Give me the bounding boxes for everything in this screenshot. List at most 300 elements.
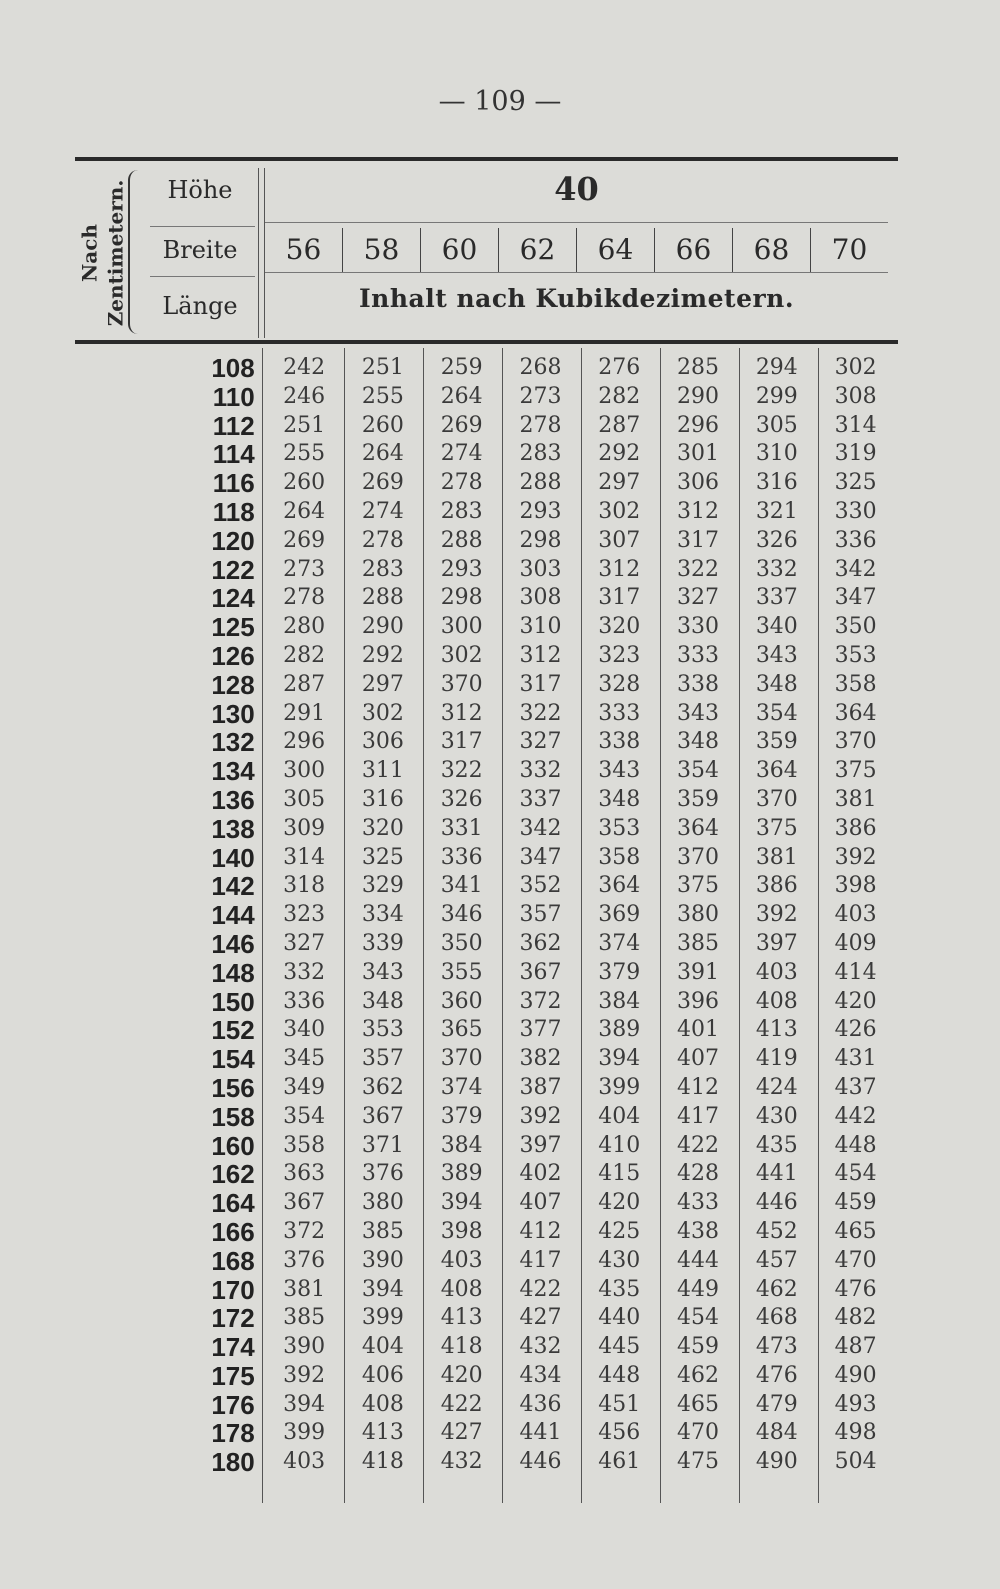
volume-cell: 462 <box>755 1276 798 1302</box>
volume-cell: 347 <box>834 585 877 611</box>
table-row <box>160 1045 895 1074</box>
length-cell: 166 <box>211 1216 255 1247</box>
volume-cell: 359 <box>677 786 720 812</box>
volume-cell: 323 <box>283 902 326 928</box>
volume-cell: 328 <box>598 671 641 697</box>
table-row <box>160 642 895 671</box>
volume-cell: 493 <box>834 1391 877 1417</box>
table-row <box>160 930 895 959</box>
length-cell: 118 <box>212 496 255 527</box>
volume-cell: 293 <box>440 556 483 582</box>
volume-cell: 347 <box>519 844 562 870</box>
volume-cell: 343 <box>677 700 720 726</box>
volume-cell: 342 <box>834 556 877 582</box>
volume-cell: 412 <box>519 1218 562 1244</box>
volume-cell: 440 <box>598 1305 641 1331</box>
volume-cell: 392 <box>755 902 798 928</box>
table-row <box>160 671 895 700</box>
volume-cell: 326 <box>440 786 483 812</box>
volume-cell: 332 <box>519 758 562 784</box>
volume-cell: 386 <box>755 873 798 899</box>
volume-cell: 302 <box>834 355 877 380</box>
table-row <box>160 1189 895 1218</box>
volume-cell: 408 <box>755 988 798 1014</box>
table-row <box>160 901 895 930</box>
volume-cell: 293 <box>519 498 562 524</box>
volume-cell: 308 <box>519 585 562 611</box>
breite-value: 58 <box>343 228 421 272</box>
volume-cell: 372 <box>283 1218 326 1244</box>
volume-cell: 441 <box>519 1420 562 1446</box>
volume-cell: 403 <box>755 959 798 985</box>
volume-cell: 381 <box>755 844 798 870</box>
breite-value: 62 <box>499 228 577 272</box>
table-row <box>160 728 895 757</box>
table-row <box>160 412 895 441</box>
volume-cell: 306 <box>361 729 404 755</box>
volume-cell: 413 <box>361 1420 404 1446</box>
volume-cell: 420 <box>834 988 877 1014</box>
table-row <box>160 1247 895 1276</box>
volume-cell: 317 <box>598 585 641 611</box>
volume-cell: 487 <box>834 1334 877 1360</box>
volume-cell: 451 <box>598 1391 641 1417</box>
volume-cell: 343 <box>598 758 641 784</box>
volume-cell: 382 <box>519 1046 562 1072</box>
volume-cell: 434 <box>519 1362 562 1388</box>
volume-cell: 288 <box>440 527 483 553</box>
volume-cell: 452 <box>755 1218 798 1244</box>
volume-cell: 380 <box>361 1190 404 1216</box>
table-row <box>160 959 895 988</box>
table-row <box>160 872 895 901</box>
volume-cell: 401 <box>677 1017 720 1043</box>
length-cell: 156 <box>211 1072 255 1103</box>
volume-cell: 251 <box>361 355 404 380</box>
volume-cell: 398 <box>834 873 877 899</box>
volume-cell: 282 <box>598 383 641 409</box>
volume-cell: 290 <box>677 383 720 409</box>
volume-cell: 332 <box>755 556 798 582</box>
volume-cell: 340 <box>283 1017 326 1043</box>
volume-cell: 311 <box>361 758 404 784</box>
volume-cell: 461 <box>598 1449 641 1475</box>
volume-cell: 302 <box>361 700 404 726</box>
volume-cell: 475 <box>677 1449 720 1475</box>
volume-cell: 336 <box>283 988 326 1014</box>
volume-cell: 397 <box>519 1132 562 1158</box>
laenge-label: Länge <box>162 292 238 320</box>
volume-cell: 322 <box>440 758 483 784</box>
volume-cell: 371 <box>361 1132 404 1158</box>
length-cell: 122 <box>211 554 255 585</box>
volume-cell: 327 <box>519 729 562 755</box>
length-cell: 148 <box>211 957 255 988</box>
breite-value: 56 <box>265 228 343 272</box>
volume-cell: 292 <box>598 441 641 467</box>
volume-cell: 435 <box>755 1132 798 1158</box>
volume-cell: 422 <box>677 1132 720 1158</box>
header-divider <box>150 226 255 227</box>
volume-cell: 456 <box>598 1420 641 1446</box>
volume-cell: 420 <box>440 1362 483 1388</box>
volume-cell: 336 <box>440 844 483 870</box>
volume-cell: 391 <box>677 959 720 985</box>
volume-cell: 399 <box>598 1074 641 1100</box>
table-row <box>160 1391 895 1420</box>
table-row <box>160 1448 895 1477</box>
volume-cell: 454 <box>677 1305 720 1331</box>
breite-value: 70 <box>831 233 868 266</box>
table-row <box>160 1160 895 1189</box>
volume-cell: 330 <box>834 498 877 524</box>
volume-cell: 333 <box>677 642 720 668</box>
volume-cell: 331 <box>440 815 483 841</box>
volume-cell: 459 <box>677 1334 720 1360</box>
table-row <box>160 757 895 786</box>
volume-cell: 370 <box>755 786 798 812</box>
table-row <box>160 556 895 585</box>
volume-cell: 482 <box>834 1305 877 1331</box>
volume-cell: 316 <box>361 786 404 812</box>
volume-cell: 449 <box>677 1276 720 1302</box>
volume-cell: 326 <box>755 527 798 553</box>
length-cell: 172 <box>211 1303 255 1334</box>
volume-cell: 269 <box>283 527 326 553</box>
volume-cell: 296 <box>283 729 326 755</box>
table-row <box>160 844 895 873</box>
volume-cell: 372 <box>519 988 562 1014</box>
volume-cell: 327 <box>677 585 720 611</box>
top-rule <box>75 157 898 161</box>
volume-cell: 297 <box>361 671 404 697</box>
table-row <box>160 1218 895 1247</box>
volume-cell: 301 <box>677 441 720 467</box>
length-cell: 154 <box>211 1044 255 1075</box>
volume-cell: 352 <box>519 873 562 899</box>
length-cell: 170 <box>211 1274 255 1305</box>
volume-cell: 354 <box>755 700 798 726</box>
volume-cell: 470 <box>834 1247 877 1273</box>
volume-cell: 397 <box>755 930 798 956</box>
volume-cell: 426 <box>834 1017 877 1043</box>
volume-cell: 291 <box>283 700 326 726</box>
volume-cell: 317 <box>677 527 720 553</box>
volume-cell: 425 <box>598 1218 641 1244</box>
volume-cell: 386 <box>834 815 877 841</box>
volume-cell: 406 <box>361 1362 404 1388</box>
volume-cell: 290 <box>361 614 404 640</box>
table-row <box>160 1333 895 1362</box>
length-cell: 180 <box>211 1447 255 1478</box>
volume-cell: 314 <box>283 844 326 870</box>
table-row <box>160 1016 895 1045</box>
volume-cell: 353 <box>598 815 641 841</box>
length-cell: 138 <box>211 813 255 844</box>
volume-cell: 255 <box>283 441 326 467</box>
volume-cell: 336 <box>834 527 877 553</box>
hoehe-value: 40 <box>554 170 599 208</box>
volume-cell: 354 <box>283 1103 326 1129</box>
volume-cell: 314 <box>834 412 877 438</box>
table-row <box>160 584 895 613</box>
volume-cell: 484 <box>755 1420 798 1446</box>
volume-cell: 363 <box>283 1161 326 1187</box>
volume-cell: 442 <box>834 1103 877 1129</box>
volume-cell: 264 <box>440 383 483 409</box>
length-cell: 174 <box>211 1332 255 1363</box>
volume-cell: 374 <box>598 930 641 956</box>
volume-cell: 303 <box>519 556 562 582</box>
volume-cell: 242 <box>283 355 326 380</box>
volume-cell: 370 <box>440 1046 483 1072</box>
volume-cell: 446 <box>519 1449 562 1475</box>
volume-cell: 264 <box>361 441 404 467</box>
volume-cell: 358 <box>598 844 641 870</box>
volume-cell: 307 <box>598 527 641 553</box>
volume-cell: 287 <box>598 412 641 438</box>
volume-cell: 465 <box>677 1391 720 1417</box>
table-row <box>160 1132 895 1161</box>
volume-cell: 427 <box>440 1420 483 1446</box>
volume-cell: 283 <box>361 556 404 582</box>
volume-cell: 430 <box>598 1247 641 1273</box>
volume-cell: 345 <box>283 1046 326 1072</box>
volume-cell: 376 <box>361 1161 404 1187</box>
volume-cell: 350 <box>440 930 483 956</box>
volume-cell: 389 <box>598 1017 641 1043</box>
volume-cell: 413 <box>440 1305 483 1331</box>
breite-label: Breite <box>162 236 238 264</box>
volume-cell: 320 <box>598 614 641 640</box>
length-cell: 136 <box>211 784 255 815</box>
length-cell: 116 <box>212 468 255 499</box>
length-cell: 152 <box>211 1015 255 1046</box>
volume-cell: 392 <box>283 1362 326 1388</box>
volume-cell: 312 <box>598 556 641 582</box>
volume-cell: 296 <box>677 412 720 438</box>
table-row <box>160 1276 895 1305</box>
volume-cell: 364 <box>834 700 877 726</box>
hoehe-label: Höhe <box>167 176 233 204</box>
volume-cell: 367 <box>519 959 562 985</box>
volume-cell: 370 <box>834 729 877 755</box>
volume-cell: 362 <box>519 930 562 956</box>
volume-cell: 394 <box>361 1276 404 1302</box>
volume-cell: 403 <box>283 1449 326 1475</box>
table-row <box>160 815 895 844</box>
volume-cell: 398 <box>440 1218 483 1244</box>
breite-value: 68 <box>733 228 811 272</box>
length-cell: 146 <box>211 928 255 959</box>
volume-cell: 360 <box>440 988 483 1014</box>
volume-cell: 448 <box>598 1362 641 1388</box>
volume-cell: 346 <box>440 902 483 928</box>
length-cell: 158 <box>211 1101 255 1132</box>
length-cell: 120 <box>211 525 255 556</box>
volume-cell: 300 <box>283 758 326 784</box>
volume-cell: 259 <box>440 355 483 380</box>
volume-cell: 317 <box>440 729 483 755</box>
volume-cell: 323 <box>598 642 641 668</box>
volume-cell: 325 <box>834 470 877 496</box>
table-row <box>160 1419 895 1448</box>
length-cell: 160 <box>211 1130 255 1161</box>
length-cell: 175 <box>211 1360 255 1391</box>
volume-cell: 422 <box>519 1276 562 1302</box>
volume-cell: 343 <box>755 642 798 668</box>
volume-cell: 476 <box>834 1276 877 1302</box>
volume-cell: 385 <box>677 930 720 956</box>
volume-cell: 348 <box>677 729 720 755</box>
volume-cell: 283 <box>440 498 483 524</box>
page-number: — 109 — <box>438 86 562 117</box>
volume-cell: 498 <box>834 1420 877 1446</box>
volume-cell: 348 <box>755 671 798 697</box>
volume-cell: 349 <box>283 1074 326 1100</box>
table-row <box>160 1074 895 1103</box>
volume-cell: 299 <box>755 383 798 409</box>
volume-cell: 353 <box>834 642 877 668</box>
volume-cell: 431 <box>834 1046 877 1072</box>
volume-cell: 343 <box>361 959 404 985</box>
volume-cell: 415 <box>598 1161 641 1187</box>
volume-cell: 390 <box>361 1247 404 1273</box>
volume-cell: 408 <box>361 1391 404 1417</box>
volume-cell: 468 <box>755 1305 798 1331</box>
volume-cell: 408 <box>440 1276 483 1302</box>
volume-cell: 288 <box>361 585 404 611</box>
volume-cell: 420 <box>598 1190 641 1216</box>
volume-cell: 407 <box>677 1046 720 1072</box>
length-cell: 108 <box>211 353 255 383</box>
volume-cell: 376 <box>283 1247 326 1273</box>
volume-cell: 338 <box>677 671 720 697</box>
volume-cell: 357 <box>519 902 562 928</box>
volume-cell: 445 <box>598 1334 641 1360</box>
volume-cell: 325 <box>361 844 404 870</box>
volume-cell: 312 <box>440 700 483 726</box>
volume-cell: 282 <box>283 642 326 668</box>
volume-cell: 381 <box>834 786 877 812</box>
table-row <box>160 988 895 1017</box>
volume-table <box>160 354 895 1477</box>
length-cell: 162 <box>211 1159 255 1190</box>
volume-cell: 310 <box>519 614 562 640</box>
volume-cell: 384 <box>440 1132 483 1158</box>
volume-cell: 369 <box>598 902 641 928</box>
table-row <box>160 383 895 412</box>
volume-cell: 436 <box>519 1391 562 1417</box>
volume-cell: 364 <box>755 758 798 784</box>
length-cell: 132 <box>211 727 255 758</box>
table-row <box>160 786 895 815</box>
volume-cell: 354 <box>677 758 720 784</box>
volume-cell: 348 <box>598 786 641 812</box>
volume-cell: 355 <box>440 959 483 985</box>
volume-cell: 332 <box>283 959 326 985</box>
volume-cell: 392 <box>834 844 877 870</box>
volume-cell: 422 <box>440 1391 483 1417</box>
volume-cell: 385 <box>283 1305 326 1331</box>
volume-cell: 327 <box>283 930 326 956</box>
volume-cell: 412 <box>677 1074 720 1100</box>
table-row <box>160 1362 895 1391</box>
volume-cell: 365 <box>440 1017 483 1043</box>
volume-cell: 260 <box>283 470 326 496</box>
volume-cell: 403 <box>834 902 877 928</box>
volume-cell: 329 <box>361 873 404 899</box>
volume-cell: 260 <box>361 412 404 438</box>
volume-cell: 394 <box>598 1046 641 1072</box>
volume-cell: 308 <box>834 383 877 409</box>
volume-cell: 409 <box>834 930 877 956</box>
volume-cell: 342 <box>519 815 562 841</box>
breite-values-row <box>265 228 888 272</box>
volume-cell: 298 <box>519 527 562 553</box>
volume-cell: 312 <box>677 498 720 524</box>
volume-cell: 298 <box>440 585 483 611</box>
volume-cell: 370 <box>440 671 483 697</box>
volume-cell: 419 <box>755 1046 798 1072</box>
volume-cell: 375 <box>755 815 798 841</box>
volume-cell: 305 <box>283 786 326 812</box>
table-row <box>160 527 895 556</box>
volume-cell: 269 <box>440 412 483 438</box>
length-cell: 126 <box>211 640 255 671</box>
volume-cell: 316 <box>755 470 798 496</box>
volume-cell: 340 <box>755 614 798 640</box>
length-cell: 128 <box>211 669 255 700</box>
volume-cell: 417 <box>519 1247 562 1273</box>
volume-cell: 414 <box>834 959 877 985</box>
volume-cell: 292 <box>361 642 404 668</box>
length-cell: 164 <box>211 1188 255 1219</box>
volume-cell: 441 <box>755 1161 798 1187</box>
volume-cell: 330 <box>677 614 720 640</box>
volume-cell: 348 <box>361 988 404 1014</box>
volume-cell: 379 <box>440 1103 483 1129</box>
volume-cell: 306 <box>677 470 720 496</box>
volume-cell: 402 <box>519 1161 562 1187</box>
volume-cell: 269 <box>361 470 404 496</box>
volume-cell: 418 <box>361 1449 404 1475</box>
volume-cell: 319 <box>834 441 877 467</box>
volume-cell: 341 <box>440 873 483 899</box>
volume-cell: 337 <box>519 786 562 812</box>
breite-value: 60 <box>421 228 499 272</box>
volume-cell: 465 <box>834 1218 877 1244</box>
volume-cell: 473 <box>755 1334 798 1360</box>
volume-cell: 470 <box>677 1420 720 1446</box>
breite-value: 64 <box>577 228 655 272</box>
header-divider <box>265 222 888 223</box>
volume-cell: 387 <box>519 1074 562 1100</box>
volume-cell: 367 <box>283 1190 326 1216</box>
volume-cell: 276 <box>598 355 641 380</box>
volume-cell: 350 <box>834 614 877 640</box>
volume-cell: 413 <box>755 1017 798 1043</box>
table-row <box>160 498 895 527</box>
volume-cell: 446 <box>755 1190 798 1216</box>
volume-cell: 322 <box>677 556 720 582</box>
table-row <box>160 1304 895 1333</box>
table-row <box>160 1103 895 1132</box>
volume-cell: 302 <box>440 642 483 668</box>
volume-cell: 462 <box>677 1362 720 1388</box>
length-cell: 142 <box>211 871 255 902</box>
volume-cell: 255 <box>361 383 404 409</box>
